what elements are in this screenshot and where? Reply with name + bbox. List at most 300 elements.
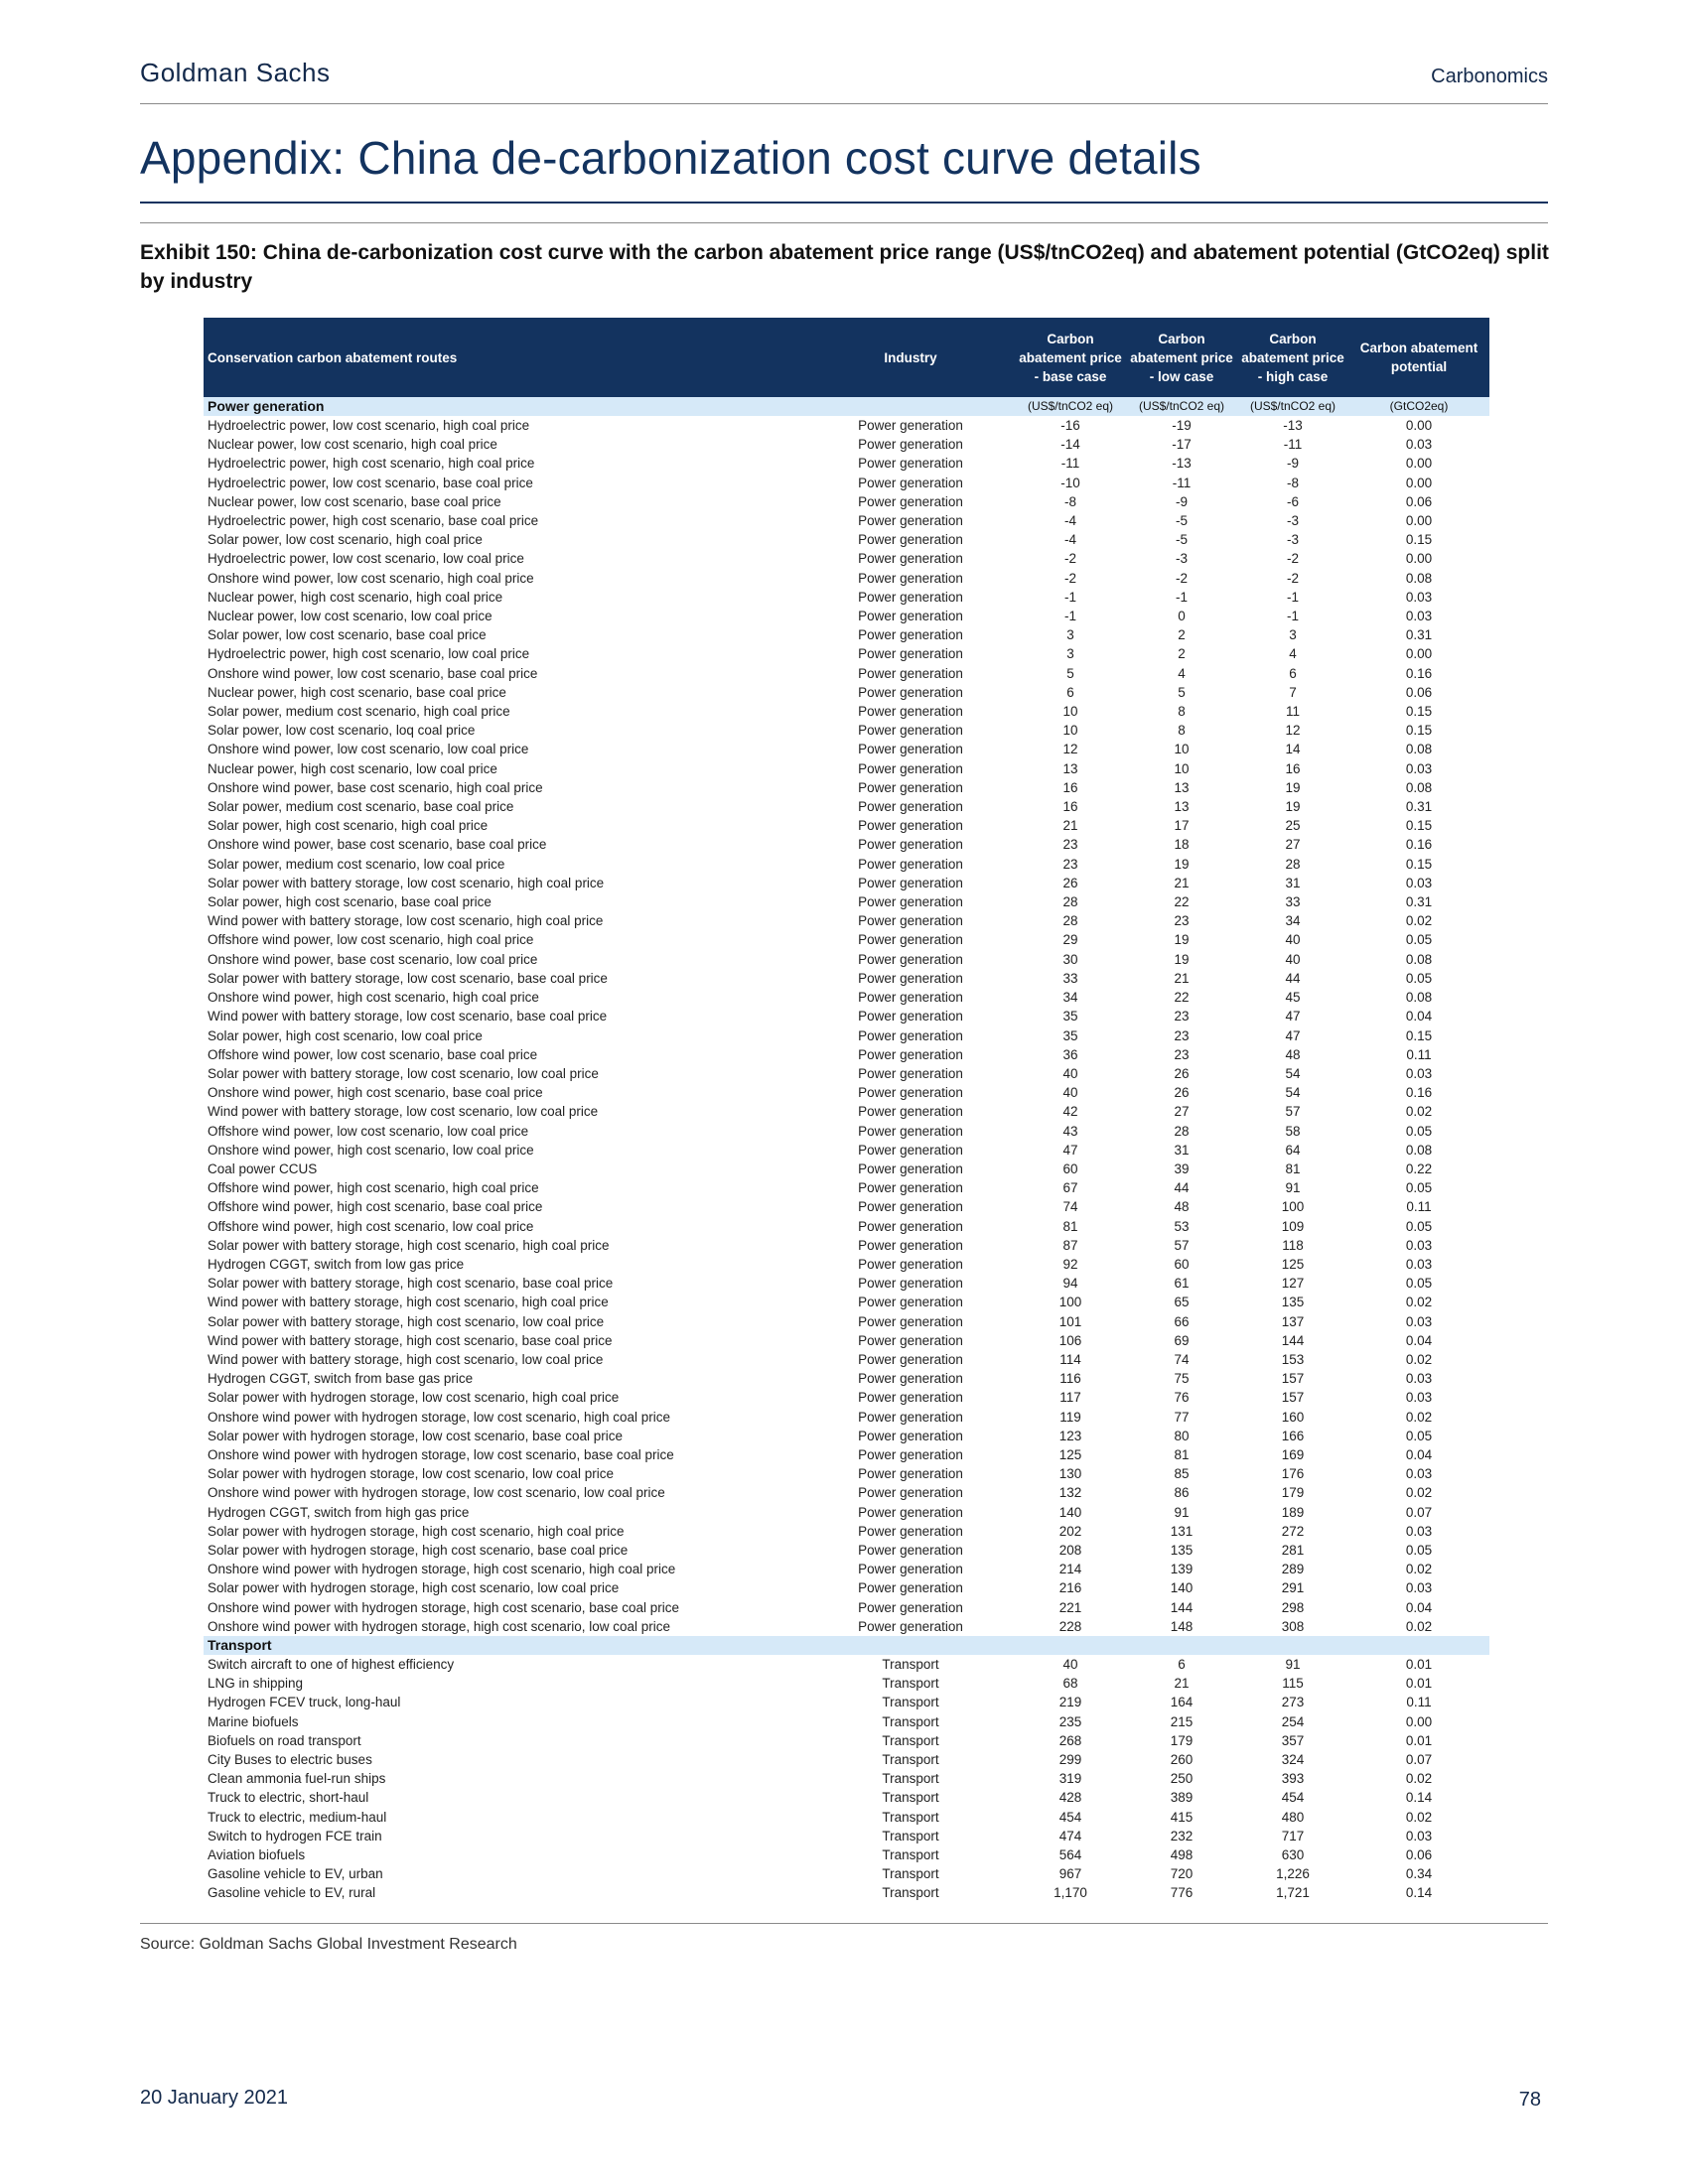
price-base-cell: 47	[1062, 1142, 1078, 1158]
table-row	[204, 1026, 1489, 1045]
route-cell: Onshore wind power with hydrogen storage, low cost scenario, base coal price	[208, 1446, 674, 1462]
price-low-cell: 2	[1178, 646, 1186, 662]
price-base-cell: 123	[1058, 1428, 1082, 1443]
table-row	[204, 1788, 1489, 1807]
price-high-cell: 254	[1281, 1713, 1305, 1729]
route-cell: Offshore wind power, high cost scenario, high coal price	[208, 1180, 539, 1196]
price-base-cell: 29	[1062, 932, 1078, 948]
potential-cell: 0.03	[1405, 1371, 1433, 1387]
potential-cell: 0.00	[1405, 418, 1433, 433]
industry-cell: Power generation	[858, 475, 963, 490]
potential-cell: 0.02	[1405, 1771, 1433, 1787]
industry-cell: Power generation	[858, 1618, 963, 1634]
industry-cell: Power generation	[858, 1009, 963, 1024]
route-cell: Switch to hydrogen FCE train	[208, 1828, 382, 1843]
column-header-price-base: Carbon abatement price - base case	[1015, 318, 1126, 397]
price-low-cell: 22	[1174, 990, 1190, 1006]
potential-cell: 0.00	[1405, 1713, 1433, 1729]
price-high-cell: 157	[1281, 1390, 1305, 1406]
route-cell: Solar power with battery storage, low cost scenario, high coal price	[208, 875, 605, 890]
price-high-cell: 57	[1285, 1104, 1301, 1120]
price-high-cell: 91	[1285, 1657, 1301, 1672]
route-cell: Solar power, low cost scenario, high coal price	[208, 532, 483, 548]
industry-cell: Power generation	[858, 1485, 963, 1501]
table-row	[204, 911, 1489, 930]
price-base-cell: 219	[1058, 1695, 1082, 1710]
industry-cell: Power generation	[858, 646, 963, 662]
table-row	[204, 1236, 1489, 1255]
unit-label	[1348, 1636, 1489, 1655]
table-row	[204, 1883, 1489, 1902]
industry-cell: Power generation	[858, 723, 963, 739]
potential-cell: 0.15	[1405, 818, 1433, 834]
route-cell: Wind power with battery storage, low cost scenario, low coal price	[208, 1104, 599, 1120]
price-low-cell: 85	[1174, 1466, 1190, 1482]
route-cell: Solar power with hydrogen storage, low cost scenario, high coal price	[208, 1390, 620, 1406]
price-high-cell: 160	[1281, 1409, 1305, 1425]
table-row	[204, 1560, 1489, 1578]
industry-cell: Power generation	[858, 970, 963, 986]
route-cell: Hydrogen CGGT, switch from low gas price	[208, 1256, 465, 1272]
table-row	[204, 1731, 1489, 1750]
industry-cell: Power generation	[858, 875, 963, 890]
price-high-cell: 1,226	[1276, 1866, 1310, 1882]
price-high-cell: 272	[1281, 1523, 1305, 1539]
price-low-cell: 91	[1174, 1504, 1190, 1520]
industry-cell: Power generation	[858, 1295, 963, 1310]
potential-cell: 0.03	[1405, 1523, 1433, 1539]
route-cell: Solar power, medium cost scenario, base coal price	[208, 799, 514, 815]
price-high-cell: 7	[1289, 684, 1297, 700]
price-high-cell: 291	[1281, 1580, 1305, 1596]
price-base-cell: 43	[1062, 1123, 1078, 1139]
column-header-routes: Conservation carbon abatement routes	[204, 318, 806, 397]
price-high-cell: 34	[1285, 913, 1301, 929]
industry-cell: Power generation	[858, 1027, 963, 1043]
price-base-cell: 34	[1062, 990, 1078, 1006]
industry-cell: Power generation	[858, 418, 963, 433]
price-low-cell: 498	[1170, 1847, 1194, 1863]
potential-cell: 0.02	[1405, 1351, 1433, 1367]
industry-cell: Power generation	[858, 1313, 963, 1329]
price-low-cell: 139	[1170, 1562, 1194, 1577]
route-cell: Hydroelectric power, low cost scenario, base coal price	[208, 475, 533, 490]
route-cell: Solar power with battery storage, high cost scenario, base coal price	[208, 1276, 614, 1292]
price-low-cell: -5	[1175, 532, 1188, 548]
industry-cell: Power generation	[858, 1428, 963, 1443]
price-low-cell: 720	[1170, 1866, 1194, 1882]
table-row	[204, 625, 1489, 644]
price-base-cell: 116	[1059, 1371, 1081, 1387]
price-low-cell: 57	[1174, 1237, 1190, 1253]
table-row	[204, 816, 1489, 835]
industry-cell: Power generation	[858, 1142, 963, 1158]
route-cell: Solar power with hydrogen storage, high cost scenario, high coal price	[208, 1523, 625, 1539]
table-row	[204, 549, 1489, 568]
price-low-cell: 86	[1174, 1485, 1190, 1501]
potential-cell: 0.02	[1405, 1409, 1433, 1425]
route-cell: Switch aircraft to one of highest efficiency	[208, 1657, 455, 1672]
route-cell: Solar power, high cost scenario, base coal price	[208, 894, 492, 910]
potential-cell: 0.08	[1405, 779, 1433, 795]
price-base-cell: 12	[1062, 742, 1078, 757]
route-cell: Gasoline vehicle to EV, rural	[208, 1885, 376, 1901]
price-base-cell: 117	[1059, 1390, 1081, 1406]
potential-cell: 0.07	[1405, 1752, 1433, 1768]
potential-cell: 0.03	[1405, 1065, 1433, 1081]
price-high-cell: 3	[1289, 627, 1297, 643]
table-row	[204, 1769, 1489, 1788]
industry-cell: Power generation	[858, 609, 963, 624]
route-cell: Offshore wind power, low cost scenario, base coal price	[208, 1046, 538, 1062]
price-high-cell: -1	[1286, 609, 1299, 624]
table-row	[204, 1712, 1489, 1731]
potential-cell: 0.03	[1405, 437, 1433, 453]
price-base-cell: 23	[1062, 837, 1078, 853]
route-cell: Offshore wind power, high cost scenario, low coal price	[208, 1218, 534, 1234]
table-row	[204, 1102, 1489, 1121]
potential-cell: 0.06	[1405, 493, 1433, 509]
route-cell: Clean ammonia fuel-run ships	[208, 1771, 386, 1787]
price-base-cell: 67	[1062, 1180, 1078, 1196]
price-low-cell: 179	[1170, 1732, 1194, 1748]
price-high-cell: -6	[1286, 493, 1299, 509]
price-base-cell: -8	[1063, 493, 1076, 509]
industry-cell: Power generation	[858, 1332, 963, 1348]
price-base-cell: 140	[1058, 1504, 1082, 1520]
column-header-industry: Industry	[806, 318, 1015, 397]
price-low-cell: 19	[1174, 932, 1190, 948]
price-base-cell: 74	[1062, 1199, 1078, 1215]
industry-cell: Power generation	[858, 1085, 963, 1101]
price-base-cell: -10	[1060, 475, 1080, 490]
price-high-cell: 6	[1289, 665, 1297, 681]
price-low-cell: -9	[1175, 493, 1188, 509]
price-base-cell: 202	[1058, 1523, 1082, 1539]
column-header-potential: Carbon abatement potential	[1348, 318, 1489, 397]
price-low-cell: 74	[1174, 1351, 1190, 1367]
price-base-cell: 564	[1058, 1847, 1082, 1863]
route-cell: Solar power with hydrogen storage, low cost scenario, low coal price	[208, 1466, 614, 1482]
industry-cell: Power generation	[858, 570, 963, 586]
route-cell: Wind power with battery storage, high cost scenario, low coal price	[208, 1351, 604, 1367]
route-cell: Onshore wind power with hydrogen storage, high cost scenario, base coal price	[208, 1599, 680, 1615]
price-high-cell: 28	[1285, 856, 1301, 872]
unit-label	[1015, 1636, 1126, 1655]
table-row	[204, 1464, 1489, 1483]
route-cell: Offshore wind power, high cost scenario, base coal price	[208, 1199, 543, 1215]
potential-cell: 0.02	[1405, 1809, 1433, 1825]
route-cell: Truck to electric, medium-haul	[208, 1809, 387, 1825]
route-cell: Wind power with battery storage, high cost scenario, high coal price	[208, 1295, 609, 1310]
table-row	[204, 874, 1489, 892]
price-base-cell: 208	[1058, 1542, 1082, 1558]
route-cell: City Buses to electric buses	[208, 1752, 372, 1768]
potential-cell: 0.16	[1405, 1085, 1433, 1101]
price-low-cell: 19	[1174, 856, 1190, 872]
price-base-cell: 6	[1066, 684, 1074, 700]
price-low-cell: 13	[1174, 779, 1190, 795]
price-low-cell: 77	[1174, 1409, 1190, 1425]
route-cell: Nuclear power, high cost scenario, high coal price	[208, 589, 503, 605]
table-row	[204, 1522, 1489, 1541]
potential-cell: 0.00	[1405, 475, 1433, 490]
price-high-cell: 1,721	[1276, 1885, 1310, 1901]
potential-cell: 0.06	[1405, 684, 1433, 700]
price-low-cell: 26	[1174, 1065, 1190, 1081]
price-base-cell: 81	[1062, 1218, 1078, 1234]
table-row	[204, 835, 1489, 854]
price-high-cell: 19	[1285, 799, 1301, 815]
price-low-cell: -3	[1175, 551, 1188, 567]
price-high-cell: 54	[1285, 1085, 1301, 1101]
industry-cell: Transport	[882, 1752, 939, 1768]
price-high-cell: 166	[1281, 1428, 1305, 1443]
potential-cell: 0.15	[1405, 1027, 1433, 1043]
potential-cell: 0.34	[1405, 1866, 1433, 1882]
price-base-cell: 28	[1062, 894, 1078, 910]
potential-cell: 0.02	[1405, 1485, 1433, 1501]
table-row	[204, 644, 1489, 663]
price-high-cell: -2	[1286, 551, 1299, 567]
industry-cell: Transport	[882, 1695, 939, 1710]
price-low-cell: -13	[1172, 456, 1192, 472]
price-low-cell: 140	[1170, 1580, 1194, 1596]
price-high-cell: 273	[1281, 1695, 1305, 1710]
price-high-cell: 58	[1285, 1123, 1301, 1139]
price-high-cell: 25	[1285, 818, 1301, 834]
route-cell: Solar power, medium cost scenario, high coal price	[208, 704, 510, 720]
price-high-cell: 289	[1281, 1562, 1305, 1577]
table-row	[204, 1331, 1489, 1350]
price-high-cell: 16	[1285, 760, 1301, 776]
industry-cell: Transport	[882, 1657, 939, 1672]
price-low-cell: 44	[1174, 1180, 1190, 1196]
route-cell: Nuclear power, high cost scenario, base coal price	[208, 684, 506, 700]
price-high-cell: 630	[1281, 1847, 1305, 1863]
price-base-cell: 106	[1058, 1332, 1082, 1348]
price-low-cell: 13	[1174, 799, 1190, 815]
price-base-cell: 68	[1062, 1676, 1078, 1692]
industry-cell: Transport	[882, 1809, 939, 1825]
potential-cell: 0.01	[1405, 1657, 1433, 1672]
table-row	[204, 1255, 1489, 1274]
price-low-cell: 8	[1178, 704, 1186, 720]
potential-cell: 0.05	[1405, 932, 1433, 948]
table-row	[204, 1598, 1489, 1617]
header-divider	[140, 103, 1548, 104]
price-high-cell: 308	[1281, 1618, 1305, 1634]
route-cell: Nuclear power, low cost scenario, high coal price	[208, 437, 497, 453]
price-base-cell: -2	[1063, 570, 1076, 586]
price-high-cell: 45	[1285, 990, 1301, 1006]
price-low-cell: 23	[1174, 913, 1190, 929]
route-cell: Wind power with battery storage, low cost scenario, base coal price	[208, 1009, 608, 1024]
potential-cell: 0.05	[1405, 1180, 1433, 1196]
section-spacer	[806, 1636, 1015, 1655]
price-high-cell: 125	[1281, 1256, 1305, 1272]
potential-cell: 0.06	[1405, 1847, 1433, 1863]
route-cell: Nuclear power, high cost scenario, low coal price	[208, 760, 497, 776]
price-base-cell: 13	[1062, 760, 1078, 776]
industry-cell: Transport	[882, 1713, 939, 1729]
route-cell: Nuclear power, low cost scenario, low coal price	[208, 609, 492, 624]
price-base-cell: 221	[1058, 1599, 1082, 1615]
price-low-cell: 131	[1170, 1523, 1194, 1539]
price-base-cell: 319	[1058, 1771, 1082, 1787]
section-row	[204, 397, 1489, 416]
industry-cell: Power generation	[858, 532, 963, 548]
price-base-cell: 1,170	[1054, 1885, 1087, 1901]
price-high-cell: 11	[1285, 704, 1300, 720]
route-cell: Onshore wind power, high cost scenario, high coal price	[208, 990, 539, 1006]
route-cell: Offshore wind power, low cost scenario, high coal price	[208, 932, 534, 948]
potential-cell: 0.15	[1405, 723, 1433, 739]
potential-cell: 0.02	[1405, 1618, 1433, 1634]
table-body	[204, 397, 1489, 1903]
price-low-cell: -11	[1172, 475, 1192, 490]
route-cell: Aviation biofuels	[208, 1847, 306, 1863]
table-row	[204, 1655, 1489, 1674]
cost-curve-table-container	[204, 318, 1489, 1903]
industry-cell: Transport	[882, 1847, 939, 1863]
price-low-cell: 76	[1174, 1390, 1190, 1406]
route-cell: Wind power with battery storage, high cost scenario, base coal price	[208, 1332, 613, 1348]
price-high-cell: 31	[1285, 875, 1301, 890]
industry-cell: Power generation	[858, 456, 963, 472]
price-low-cell: 164	[1170, 1695, 1194, 1710]
industry-cell: Power generation	[858, 627, 963, 643]
price-high-cell: 40	[1285, 951, 1301, 967]
price-low-cell: 61	[1174, 1276, 1190, 1292]
route-cell: Hydrogen CGGT, switch from high gas price	[208, 1504, 470, 1520]
potential-cell: 0.15	[1405, 856, 1433, 872]
potential-cell: 0.03	[1405, 875, 1433, 890]
price-base-cell: -4	[1063, 513, 1076, 529]
brand-name: Goldman Sachs	[140, 58, 331, 87]
price-base-cell: -1	[1063, 609, 1076, 624]
route-cell: Onshore wind power, low cost scenario, base coal price	[208, 665, 538, 681]
potential-cell: 0.01	[1405, 1732, 1433, 1748]
table-row	[204, 474, 1489, 492]
industry-cell: Power generation	[858, 1199, 963, 1215]
price-base-cell: 28	[1062, 913, 1078, 929]
route-cell: Solar power, low cost scenario, base coal price	[208, 627, 487, 643]
price-low-cell: 144	[1170, 1599, 1194, 1615]
table-row	[204, 1503, 1489, 1522]
price-base-cell: 23	[1062, 856, 1078, 872]
potential-cell: 0.05	[1405, 970, 1433, 986]
potential-cell: 0.08	[1405, 990, 1433, 1006]
price-high-cell: 48	[1285, 1046, 1301, 1062]
table-row	[204, 1617, 1489, 1636]
table-row	[204, 1122, 1489, 1141]
table-row	[204, 569, 1489, 588]
price-low-cell: 26	[1174, 1085, 1190, 1101]
price-high-cell: -13	[1283, 418, 1303, 433]
report-section-name: Carbonomics	[1431, 66, 1548, 87]
table-row	[204, 1845, 1489, 1864]
route-cell: Coal power CCUS	[208, 1160, 318, 1176]
price-low-cell: 148	[1170, 1618, 1194, 1634]
price-base-cell: 100	[1058, 1295, 1082, 1310]
price-base-cell: 10	[1062, 704, 1078, 720]
price-low-cell: 776	[1170, 1885, 1194, 1901]
table-row	[204, 1083, 1489, 1102]
table-row	[204, 1445, 1489, 1464]
table-row	[204, 1483, 1489, 1502]
potential-cell: 0.08	[1405, 1142, 1433, 1158]
route-cell: Solar power, high cost scenario, low coal price	[208, 1027, 483, 1043]
industry-cell: Power generation	[858, 1599, 963, 1615]
industry-cell: Power generation	[858, 1446, 963, 1462]
route-cell: LNG in shipping	[208, 1676, 304, 1692]
price-high-cell: 324	[1281, 1752, 1305, 1768]
industry-cell: Power generation	[858, 799, 963, 815]
table-row	[204, 1693, 1489, 1711]
route-cell: Onshore wind power, high cost scenario, base coal price	[208, 1085, 543, 1101]
potential-cell: 0.00	[1405, 513, 1433, 529]
industry-cell: Power generation	[858, 1562, 963, 1577]
price-base-cell: 10	[1062, 723, 1078, 739]
potential-cell: 0.08	[1405, 742, 1433, 757]
industry-cell: Transport	[882, 1828, 939, 1843]
price-base-cell: 228	[1058, 1618, 1082, 1634]
table-row	[204, 740, 1489, 758]
section-name: Power generation	[204, 397, 806, 416]
potential-cell: 0.03	[1405, 1466, 1433, 1482]
route-cell: Onshore wind power with hydrogen storage, low cost scenario, high coal price	[208, 1409, 670, 1425]
price-low-cell: 39	[1174, 1160, 1190, 1176]
unit-label: (US$/tnCO2 eq)	[1015, 397, 1126, 416]
price-base-cell: -16	[1060, 418, 1080, 433]
unit-label	[1237, 1636, 1348, 1655]
price-base-cell: -1	[1063, 589, 1076, 605]
route-cell: Hydrogen FCEV truck, long-haul	[208, 1695, 401, 1710]
industry-cell: Power generation	[858, 1256, 963, 1272]
industry-cell: Power generation	[858, 1276, 963, 1292]
price-high-cell: 144	[1281, 1332, 1305, 1348]
price-base-cell: 235	[1058, 1713, 1082, 1729]
industry-cell: Power generation	[858, 589, 963, 605]
table-row	[204, 1864, 1489, 1883]
industry-cell: Power generation	[858, 493, 963, 509]
industry-cell: Power generation	[858, 1237, 963, 1253]
price-high-cell: 176	[1281, 1466, 1305, 1482]
price-base-cell: 3	[1066, 627, 1074, 643]
price-base-cell: 26	[1062, 875, 1078, 890]
price-low-cell: -1	[1175, 589, 1188, 605]
price-base-cell: -11	[1060, 456, 1080, 472]
price-low-cell: 28	[1174, 1123, 1190, 1139]
price-low-cell: 415	[1170, 1809, 1194, 1825]
route-cell: Hydrogen CGGT, switch from base gas price	[208, 1371, 474, 1387]
price-low-cell: 66	[1174, 1313, 1190, 1329]
price-low-cell: 27	[1174, 1104, 1190, 1120]
unit-label: (US$/tnCO2 eq)	[1237, 397, 1348, 416]
potential-cell: 0.08	[1405, 951, 1433, 967]
price-high-cell: 54	[1285, 1065, 1301, 1081]
industry-cell: Power generation	[858, 684, 963, 700]
price-low-cell: -2	[1175, 570, 1188, 586]
price-low-cell: 250	[1170, 1771, 1194, 1787]
price-base-cell: 214	[1058, 1562, 1082, 1577]
potential-cell: 0.03	[1405, 1237, 1433, 1253]
price-base-cell: 40	[1062, 1085, 1078, 1101]
industry-cell: Power generation	[858, 704, 963, 720]
route-cell: Onshore wind power with hydrogen storage, high cost scenario, high coal price	[208, 1562, 676, 1577]
price-high-cell: 47	[1285, 1027, 1301, 1043]
